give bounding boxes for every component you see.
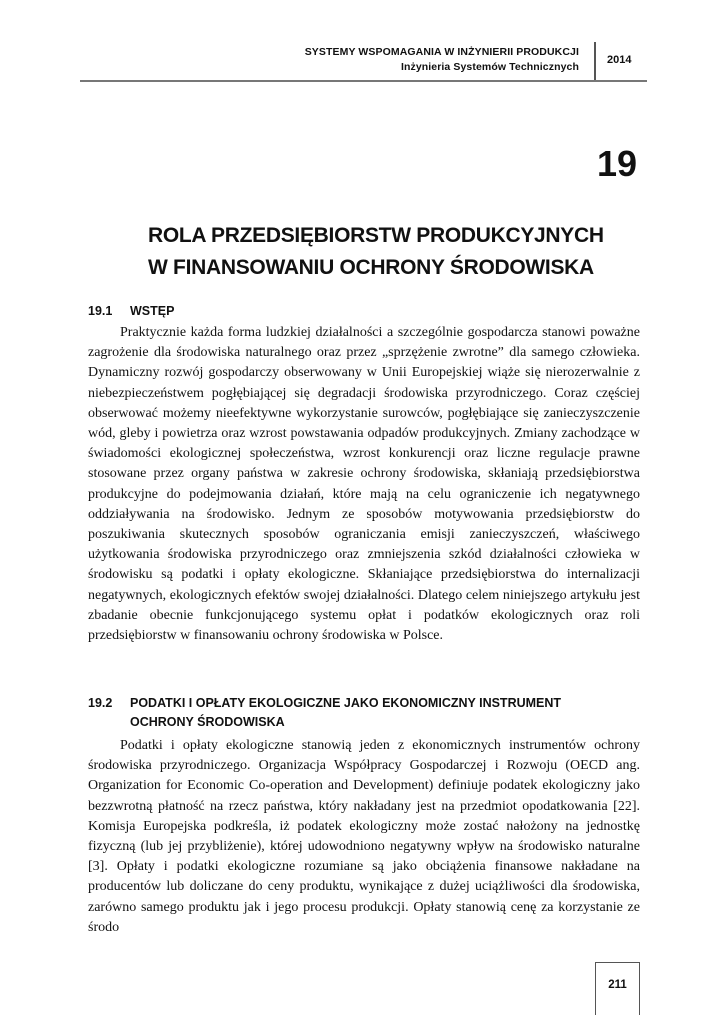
section-2-paragraph: Podatki i opłaty ekologiczne stanowią jeden z ekonomicznych instrumentów ochrony środowiska przyrodniczego. Organizacja Współpracy Gospodarczej i Rozwoju (OECD ang. Organization for Economic Co-operation and Development) definiuje podatek ekologiczny jako bezzwrotną płatność na rzecz państwa, który nakładany jest na przedmiot opodatkowania [22]. Komisja Europejska podkreśla, iż podatek ekologiczny może zostać nałożony na jednostkę fizyczną (lub jej przybliżenie), której udowodniono negatywny wpływ na środowisko naturalne [3]. Opłaty i podatki ekologiczne rozumiane są jako obciążenia finansowe nakładane na producentów lub doliczane do ceny produktu, wynikające z dużej uciążliwości dla środowiska, zarówno samego produktu jak i jego procesu produkcji. Opłaty stanowią cenę za korzystanie ze środo [88, 738, 640, 935]
page-number-box [595, 962, 640, 1015]
section-title: WSTĘP [130, 304, 175, 318]
chapter-title-line-2: W FINANSOWANIU OCHRONY ŚRODOWISKA [148, 256, 594, 279]
journal-subtitle: Inżynieria Systemów Technicznych [400, 61, 579, 73]
chapter-number: 19 [596, 143, 637, 184]
section-heading-1 [88, 304, 174, 318]
header-rule [80, 80, 647, 82]
section-heading-2 [88, 696, 561, 710]
section-number: 19.1 [88, 304, 113, 318]
header-divider [594, 42, 596, 82]
running-header [80, 40, 647, 82]
section-1-paragraph: Praktycznie każda forma ludzkiej działalności a szczególnie gospodarcza stanowi poważne zagrożenie dla środowiska naturalnego oraz przez „sprzężenie zwrotne” dla samego człowieka. Dynamiczny rozwój gospodarczy obserwowany w Unii Europejskiej wiąże się nierozerwalnie z niebezpieczeństwem pogłębiającej się degradacji środowiska przyrodniczego. Coraz częściej obserwować możemy nieefektywne wykorzystanie surowców, pogłębiające się zanieczyszczenie wód, gleby i powietrza oraz wzrost powstawania odpadów produkcyjnych. Zmiany zachodzące w świadomości ekologicznej społeczeństwa, wzrost konkurencji oraz liczne regulacje prawne stosowane przez organy państwa w zakresie ochrony środowiska, skłaniają przedsiębiorstwa produkcyjne do podejmowania działań, które mają na celu ograniczenie ich negatywnego oddziaływania na środowisko. Jednym ze sposobów motywowania przedsiębiorstw do poszukiwania skutecznych sposobów ograniczania emisji zanieczyszczeń, właściwego użytkowania środowiska przyrodniczego oraz zmniejszenia szkód działalności człowieka w środowisku są podatki i opłaty ekologiczne. Skłaniające przedsiębiorstwa do internalizacji negatywnych, ekologicznych efektów swojej działalności. Dlatego celem niniejszego artykułu jest zbadanie obecnie funkcjonującego systemu opłat i podatków ekologicznych oraz roli przedsiębiorstw w finansowaniu ochrony środowiska w Polsce. [88, 325, 640, 644]
section-title: PODATKI I OPŁATY EKOLOGICZNE JAKO EKONOMICZNY INSTRUMENT [130, 696, 562, 710]
chapter-title-line-1: ROLA PRZEDSIĘBIORSTW PRODUKCYJNYCH [148, 224, 604, 247]
journal-title: SYSTEMY WSPOMAGANIA W INŻYNIERII PRODUKCJI [304, 46, 579, 58]
section-number: 19.2 [88, 696, 113, 710]
header-year: 2014 [607, 54, 632, 66]
page-number: 211 [608, 979, 627, 991]
section-title-continuation: OCHRONY ŚRODOWISKA [130, 715, 285, 729]
